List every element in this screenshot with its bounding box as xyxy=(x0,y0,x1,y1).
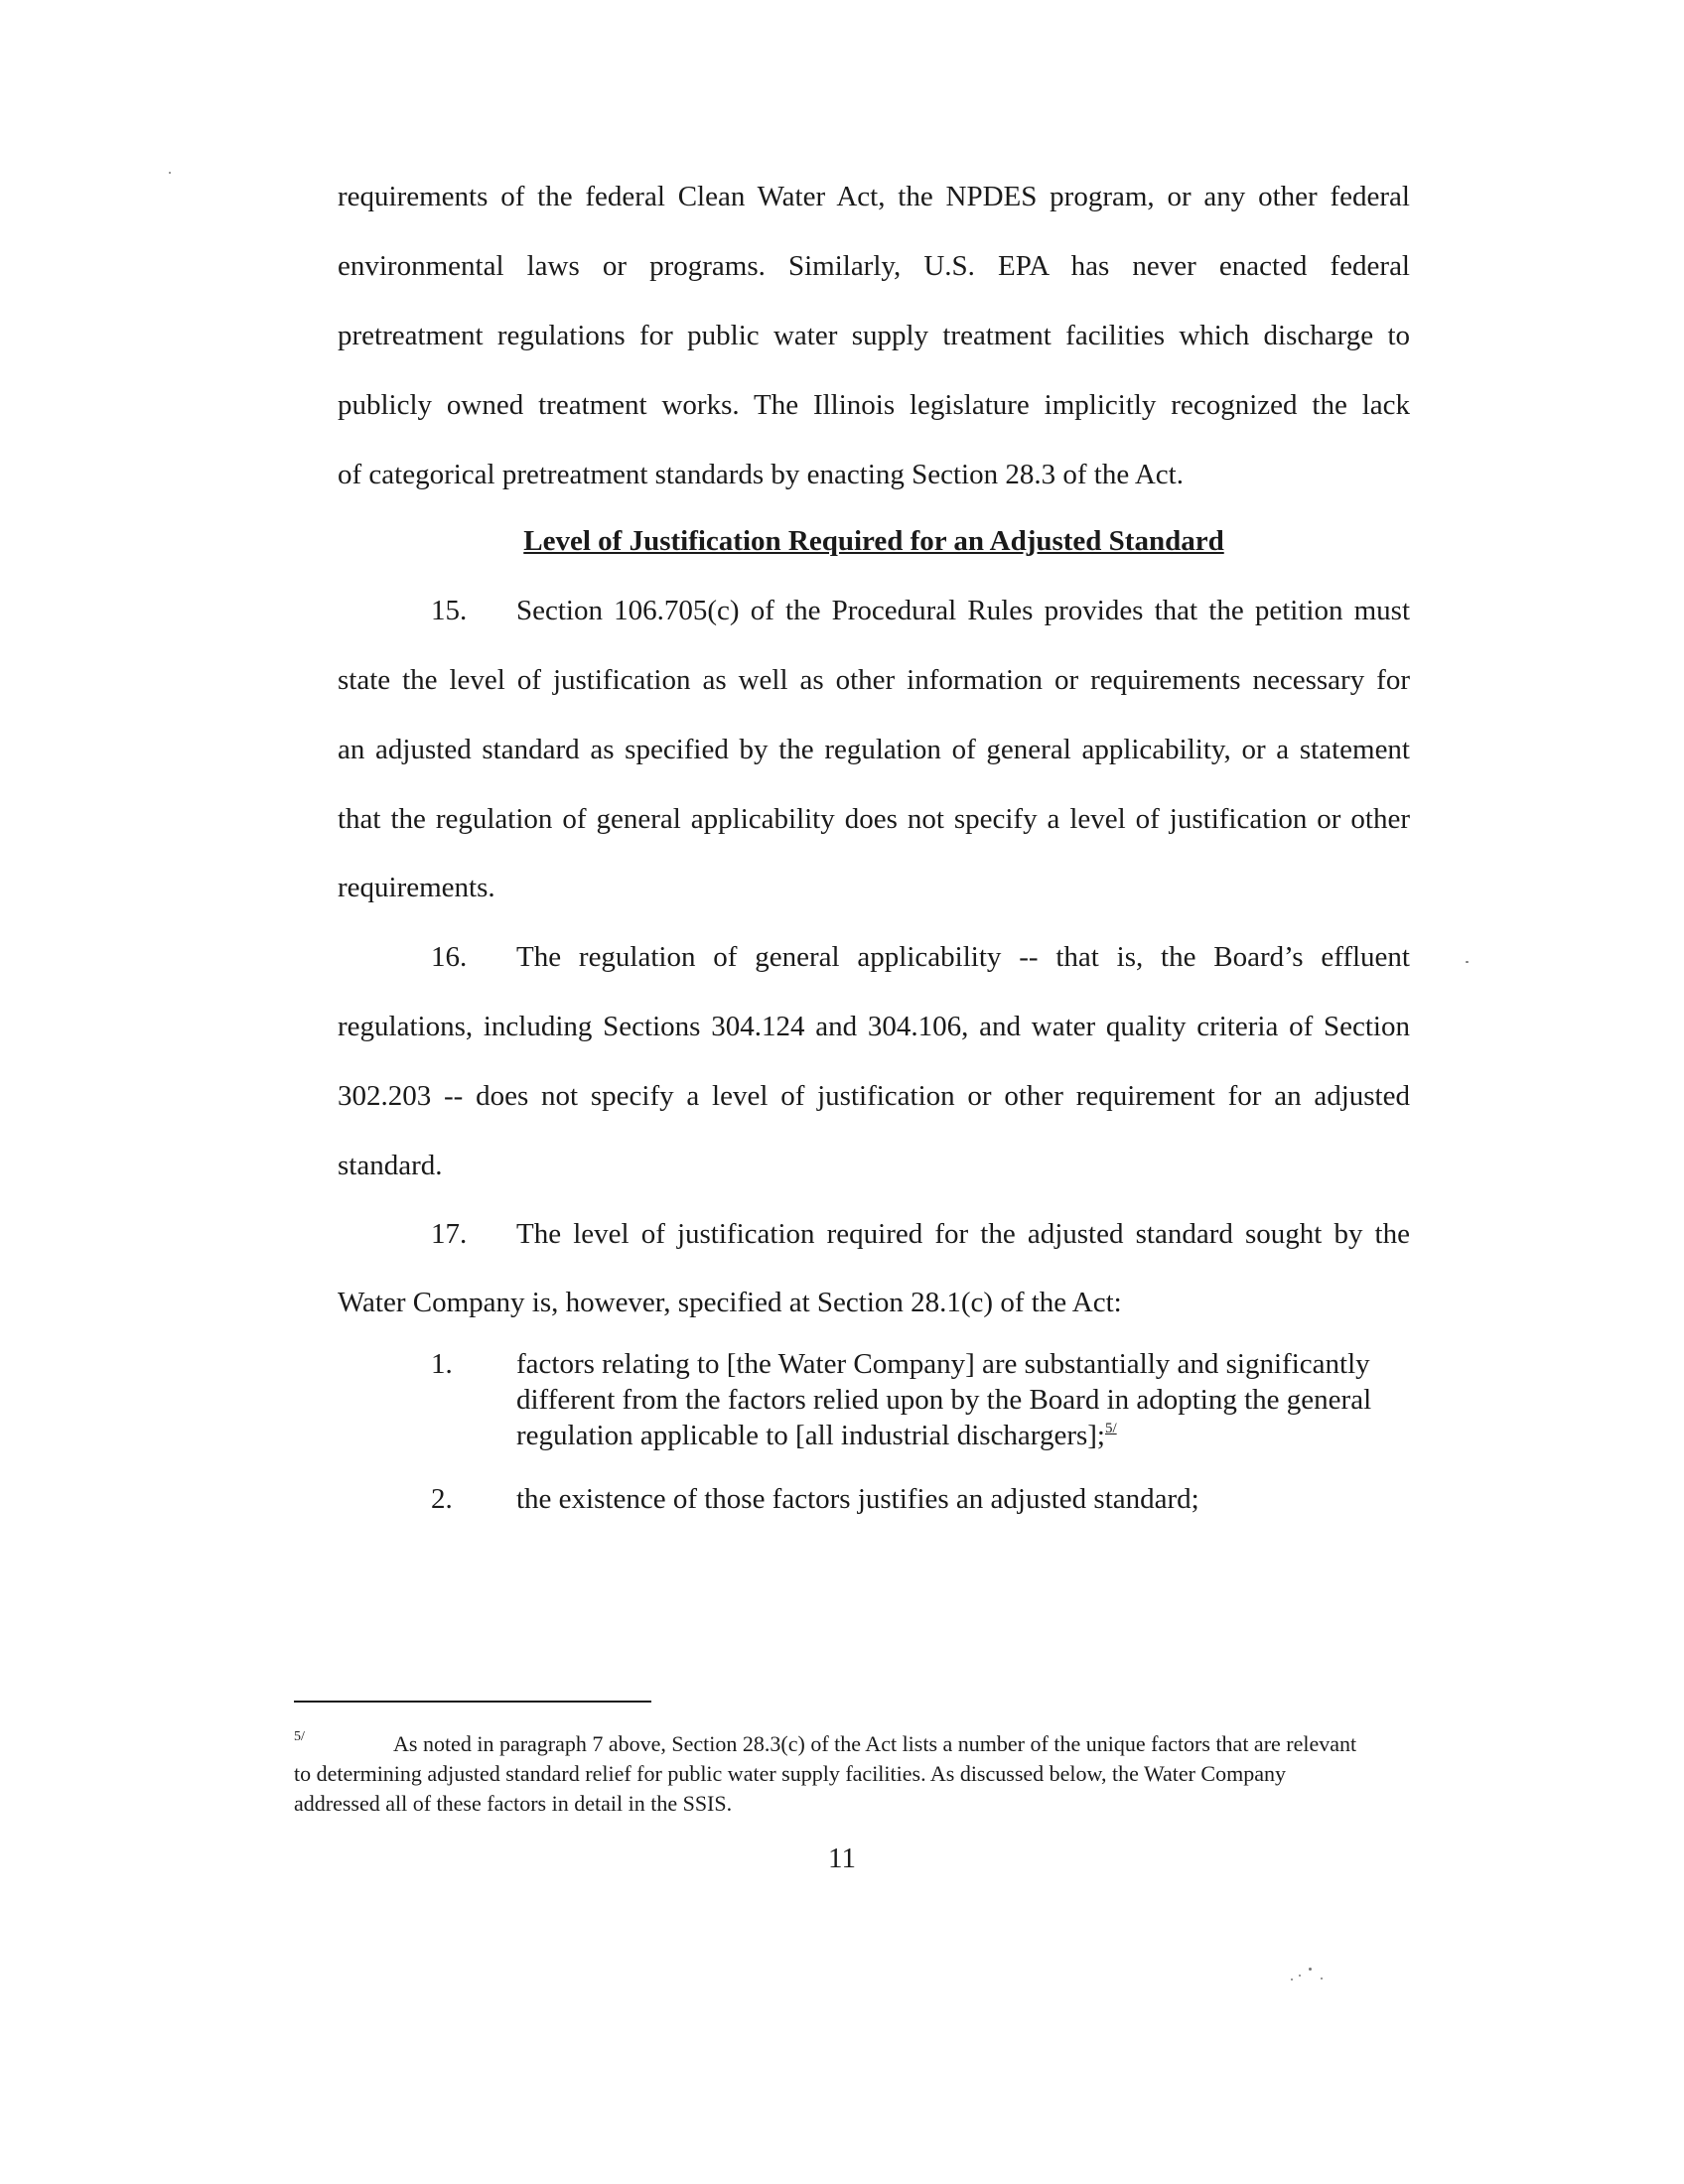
footnote-reference[interactable]: 5/ xyxy=(1104,1421,1117,1436)
body-line: of categorical pretreatment standards by enacting Section 28.3 of the Act. xyxy=(338,459,1184,490)
body-line: an adjusted standard as specified by the regulation of general applicability, or a statement xyxy=(338,734,1410,765)
body-line: pretreatment regulations for public water supply treatment facilities which discharge to xyxy=(338,320,1410,351)
scan-speck xyxy=(1309,1968,1312,1971)
list-item xyxy=(516,1346,1410,1453)
footnote-mark: 5/ xyxy=(294,1729,305,1744)
list-item-text: factors relating to [the Water Company] are substantially and significantly different from the factors relied upon by the Board in adopting the general regulation applicable to [all industrial dischargers]; xyxy=(516,1348,1372,1451)
paragraph-number: 16. xyxy=(431,941,468,973)
paragraph-number: 17. xyxy=(431,1218,468,1250)
body-line: requirements. xyxy=(338,872,495,903)
body-line: standard. xyxy=(338,1150,443,1181)
body-line: requirements of the federal Clean Water Act, the NPDES program, or any other federal xyxy=(338,181,1410,212)
scan-speck xyxy=(169,172,171,174)
scan-speck xyxy=(1291,1979,1293,1980)
paragraph-number: 15. xyxy=(431,595,468,626)
footnote-line: to determining adjusted standard relief for public water supply facilities. As discussed below, the Water Company xyxy=(294,1761,1286,1786)
footnote-separator xyxy=(294,1701,651,1703)
page-number: 11 xyxy=(828,1843,856,1874)
paragraph-first-line: The regulation of general applicability -- that is, the Board’s effluent xyxy=(516,941,1410,973)
paragraph-first-line: Section 106.705(c) of the Procedural Rules provides that the petition must xyxy=(516,595,1410,626)
body-line: that the regulation of general applicability does not specify a level of justification or other xyxy=(338,803,1410,835)
scan-speck xyxy=(1466,961,1469,963)
section-heading: Level of Justification Required for an Adjusted Standard xyxy=(523,525,1224,557)
list-item-text: the existence of those factors justifies an adjusted standard; xyxy=(516,1483,1199,1515)
scan-speck xyxy=(1321,1978,1323,1979)
body-line: environmental laws or programs. Similarly, U.S. EPA has never enacted federal xyxy=(338,250,1410,282)
body-line: publicly owned treatment works. The Illinois legislature implicitly recognized the lack xyxy=(338,389,1410,421)
footnote-line: As noted in paragraph 7 above, Section 28.3(c) of the Act lists a number of the unique factors that are relevant xyxy=(393,1731,1357,1756)
list-item-number: 1. xyxy=(431,1348,453,1380)
body-line: regulations, including Sections 304.124 and 304.106, and water quality criteria of Section xyxy=(338,1011,1410,1042)
body-line: Water Company is, however, specified at Section 28.1(c) of the Act: xyxy=(338,1287,1122,1318)
list-item-number: 2. xyxy=(431,1483,453,1515)
body-line: 302.203 -- does not specify a level of justification or other requirement for an adjusted xyxy=(338,1080,1410,1112)
body-line: state the level of justification as well as other information or requirements necessary for xyxy=(338,664,1410,696)
scan-speck xyxy=(1299,1975,1301,1977)
footnote-line: addressed all of these factors in detail in the SSIS. xyxy=(294,1791,733,1816)
paragraph-first-line: The level of justification required for the adjusted standard sought by the xyxy=(516,1218,1410,1250)
